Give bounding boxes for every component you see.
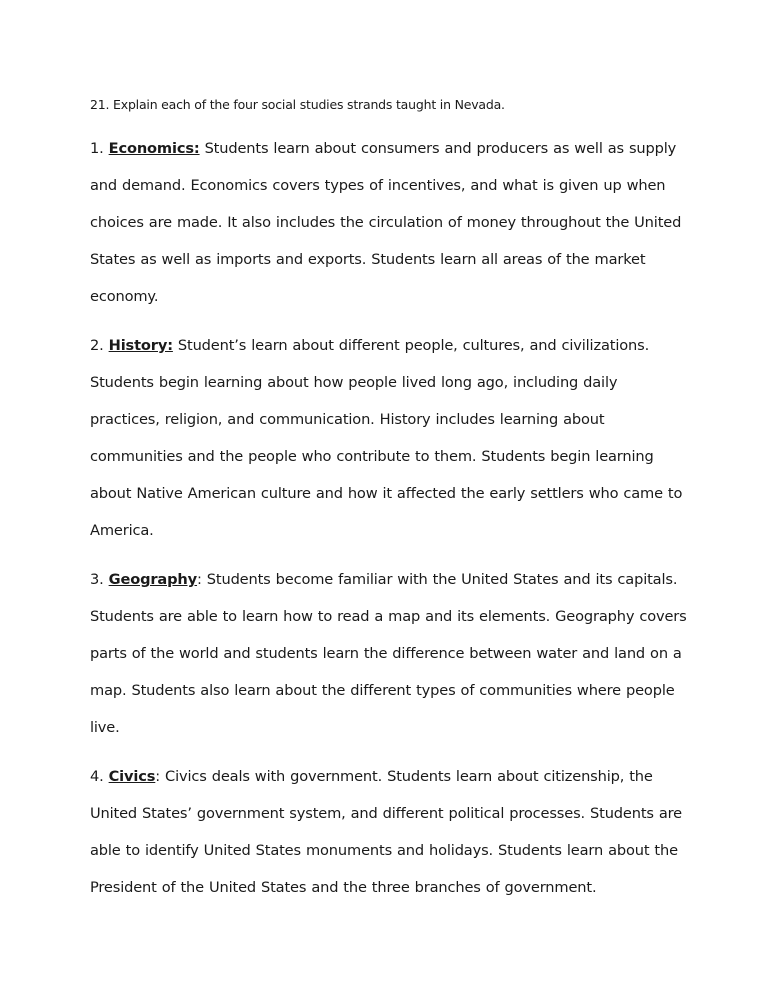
strand-description: : Civics deals with government. Students learn about citizenship, the United States’ government system, and different political processes. Students are able to identify United States monuments and holidays. Students learn about the President of the United States and the three branches of government. — [90, 768, 682, 896]
strand-description: Student’s learn about different people, cultures, and civilizations. Students begin learning about how people lived long ago, including daily practices, religion, and communication. History includes learning about communities and the people who contribute to them. Students begin learning about Native American culture and how it affected the early settlers who came to America. — [90, 337, 683, 539]
strand-number: 1. — [90, 140, 104, 157]
strand-number: 3. — [90, 571, 104, 588]
question-heading: 21. Explain each of the four social studies strands taught in Nevada. — [90, 97, 505, 112]
strand-term: Civics — [108, 768, 156, 785]
strand-description: : Students become familiar with the United States and its capitals. Students are able to learn how to read a map and its elements. Geography covers parts of the world and students learn the difference between water and land on a map. Students also learn about the different types of communities where people live. — [90, 571, 687, 736]
strand-term: Geography — [108, 571, 198, 588]
strand-geography — [90, 562, 690, 747]
strand-term: History: — [108, 337, 173, 354]
strand-number: 4. — [90, 768, 104, 785]
strand-history — [90, 328, 690, 549]
strand-economics — [90, 131, 690, 316]
strand-number: 2. — [90, 337, 104, 354]
strand-term: Economics: — [108, 140, 200, 157]
strand-description: Students learn about consumers and producers as well as supply and demand. Economics covers types of incentives, and what is given up when choices are made. It also includes the circulation of money throughout the United States as well as imports and exports. Students learn all areas of the market economy. — [90, 140, 682, 305]
strand-civics — [90, 759, 690, 907]
